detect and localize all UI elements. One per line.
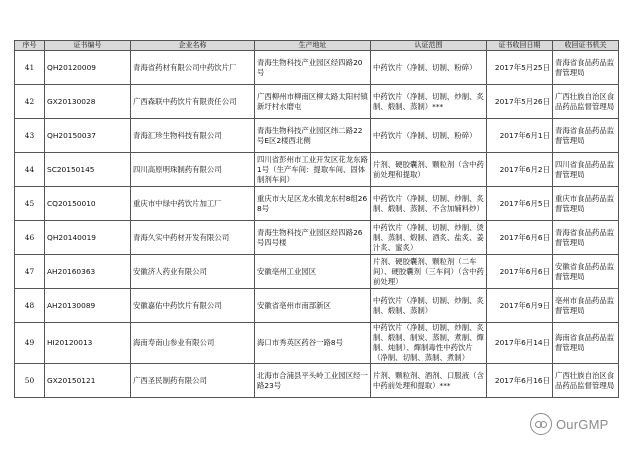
cell-cert-no: AH20130089 bbox=[45, 289, 131, 323]
watermark bbox=[530, 413, 608, 435]
cell-cert-no: GX20130028 bbox=[45, 85, 131, 119]
table-header-row bbox=[15, 41, 619, 51]
cell-agency: 青海省食品药品监督管理局 bbox=[553, 51, 619, 85]
cell-no: 46 bbox=[15, 221, 45, 255]
cell-cert-no: AH20160363 bbox=[45, 255, 131, 289]
cell-scope: 中药饮片（净制、切制、炒制、烫制、蒸制、煅制、酒炙、盐炙、姜汁炙、蜜炙） bbox=[371, 221, 487, 255]
cell-recall-date: 2017年6月6日 bbox=[487, 221, 553, 255]
cell-recall-date: 2017年6月14日 bbox=[487, 323, 553, 364]
cell-recall-date: 2017年5月26日 bbox=[487, 85, 553, 119]
cell-agency: 海南省食品药品监督管理局 bbox=[553, 323, 619, 364]
cell-cert-no: SC20150145 bbox=[45, 153, 131, 187]
cell-agency: 安徽省食品药品监督管理局 bbox=[553, 255, 619, 289]
cell-company: 四川高原明珠制药有限公司 bbox=[131, 153, 255, 187]
table-row bbox=[15, 153, 619, 187]
cell-scope: 中药饮片（净制、切制、炒制、炙制、煅制、蒸制） bbox=[371, 289, 487, 323]
watermark-text: OurGMP bbox=[556, 416, 609, 432]
cell-recall-date: 2017年5月25日 bbox=[487, 51, 553, 85]
cell-company: 广西森联中药饮片有限责任公司 bbox=[131, 85, 255, 119]
cell-address: 青海生物科技产业园区纬二路22号E区2楼西北侧 bbox=[255, 119, 371, 153]
table-row bbox=[15, 364, 619, 398]
cell-no: 44 bbox=[15, 153, 45, 187]
cell-address: 青海生物科技产业园区经四路26号四号楼 bbox=[255, 221, 371, 255]
cell-company: 海南寿南山参业有限公司 bbox=[131, 323, 255, 364]
cell-company: 安徽济人药业有限公司 bbox=[131, 255, 255, 289]
table-row bbox=[15, 119, 619, 153]
wechat-icon bbox=[530, 413, 552, 435]
header-no: 序号 bbox=[15, 41, 45, 51]
cell-cert-no: HI20120013 bbox=[45, 323, 131, 364]
cell-scope: 片剂、硬胶囊剂、颗粒剂（二车间）、硬胶囊剂（三车间）（含中药前处理） bbox=[371, 255, 487, 289]
header-recall-date: 证书收回日期 bbox=[487, 41, 553, 51]
cell-no: 50 bbox=[15, 364, 45, 398]
cell-no: 45 bbox=[15, 187, 45, 221]
cell-address: 北海市合浦县平头岭工业园区经一路23号 bbox=[255, 364, 371, 398]
header-scope: 认证范围 bbox=[371, 41, 487, 51]
cell-address: 广西柳州市柳南区柳太路太阳村镇新圩村水磨屯 bbox=[255, 85, 371, 119]
table-row bbox=[15, 85, 619, 119]
cell-agency: 四川省食品药品监督管理局 bbox=[553, 153, 619, 187]
table-row bbox=[15, 255, 619, 289]
table-row bbox=[15, 323, 619, 364]
cell-address: 四川省彭州市工业开发区花龙东路1号（生产车间：提取车间、固体制剂车间） bbox=[255, 153, 371, 187]
cell-scope: 中药饮片（净制、切制、粉碎） bbox=[371, 119, 487, 153]
cell-address: 安徽省亳州市南部新区 bbox=[255, 289, 371, 323]
cell-cert-no: GX20150121 bbox=[45, 364, 131, 398]
cell-cert-no: QH20120009 bbox=[45, 51, 131, 85]
cell-no: 43 bbox=[15, 119, 45, 153]
table-body bbox=[15, 51, 619, 398]
cell-recall-date: 2017年6月9日 bbox=[487, 289, 553, 323]
cell-agency: 青海省食品药品监督管理局 bbox=[553, 119, 619, 153]
cell-agency: 青海省食品药品监督管理局 bbox=[553, 221, 619, 255]
cell-no: 47 bbox=[15, 255, 45, 289]
cell-agency: 广西壮族自治区食品药品监督管理局 bbox=[553, 85, 619, 119]
header-company: 企业名称 bbox=[131, 41, 255, 51]
cell-agency: 重庆市食品药品监督管理局 bbox=[553, 187, 619, 221]
cell-no: 41 bbox=[15, 51, 45, 85]
cell-no: 49 bbox=[15, 323, 45, 364]
certificate-recall-table bbox=[14, 40, 619, 398]
cell-company: 安徽嘉佑中药饮片有限公司 bbox=[131, 289, 255, 323]
table-row bbox=[15, 289, 619, 323]
cell-company: 青海省药材有限公司中药饮片厂 bbox=[131, 51, 255, 85]
cell-scope: 片剂、硬胶囊剂、颗粒剂（含中药前处理和提取） bbox=[371, 153, 487, 187]
cell-address: 重庆市大足区龙水镇龙东村8组268号 bbox=[255, 187, 371, 221]
cell-scope: 中药饮片（净制、切制、炒制、炙制、煅制、制炭、蒸制、煮制、燀制、炖制）、燀制毒性中药饮片（净制、切制、蒸制、煮制） bbox=[371, 323, 487, 364]
cell-recall-date: 2017年6月16日 bbox=[487, 364, 553, 398]
table-row bbox=[15, 187, 619, 221]
cell-address: 安徽亳州工业园区 bbox=[255, 255, 371, 289]
cell-no: 48 bbox=[15, 289, 45, 323]
table-row bbox=[15, 221, 619, 255]
cell-scope: 中药饮片（净制、切制、炒制、炙制、煅制、蒸制）*** bbox=[371, 85, 487, 119]
header-cert-no: 证书编号 bbox=[45, 41, 131, 51]
cell-company: 青海久实中药材开发有限公司 bbox=[131, 221, 255, 255]
cell-scope: 中药饮片（净制、切制、粉碎） bbox=[371, 51, 487, 85]
header-agency: 收回证书机关 bbox=[553, 41, 619, 51]
cell-recall-date: 2017年6月6日 bbox=[487, 255, 553, 289]
cell-recall-date: 2017年6月2日 bbox=[487, 153, 553, 187]
cell-cert-no: CQ20150010 bbox=[45, 187, 131, 221]
cell-agency: 亳州市食品药品监督管理局 bbox=[553, 289, 619, 323]
cell-company: 广西圣民制药有限公司 bbox=[131, 364, 255, 398]
cell-recall-date: 2017年6月1日 bbox=[487, 119, 553, 153]
cell-cert-no: QH20150037 bbox=[45, 119, 131, 153]
cell-recall-date: 2017年6月5日 bbox=[487, 187, 553, 221]
cell-address: 青海生物科技产业园区经四路20号 bbox=[255, 51, 371, 85]
cell-agency: 广西壮族自治区食品药品监督管理局 bbox=[553, 364, 619, 398]
cell-cert-no: QH20140019 bbox=[45, 221, 131, 255]
table-row bbox=[15, 51, 619, 85]
cell-company: 青海汇珍生物科技有限公司 bbox=[131, 119, 255, 153]
cell-no: 42 bbox=[15, 85, 45, 119]
cell-scope: 中药饮片（净制、切制、炒制、炙制、煅制、蒸制、不含加辅料炒） bbox=[371, 187, 487, 221]
cell-address: 海口市秀英区药谷一路8号 bbox=[255, 323, 371, 364]
header-address: 生产地址 bbox=[255, 41, 371, 51]
cell-scope: 片剂、颗粒剂、酒剂、口服液（含中药前处理和提取）*** bbox=[371, 364, 487, 398]
cell-company: 重庆市中绿中药饮片加工厂 bbox=[131, 187, 255, 221]
